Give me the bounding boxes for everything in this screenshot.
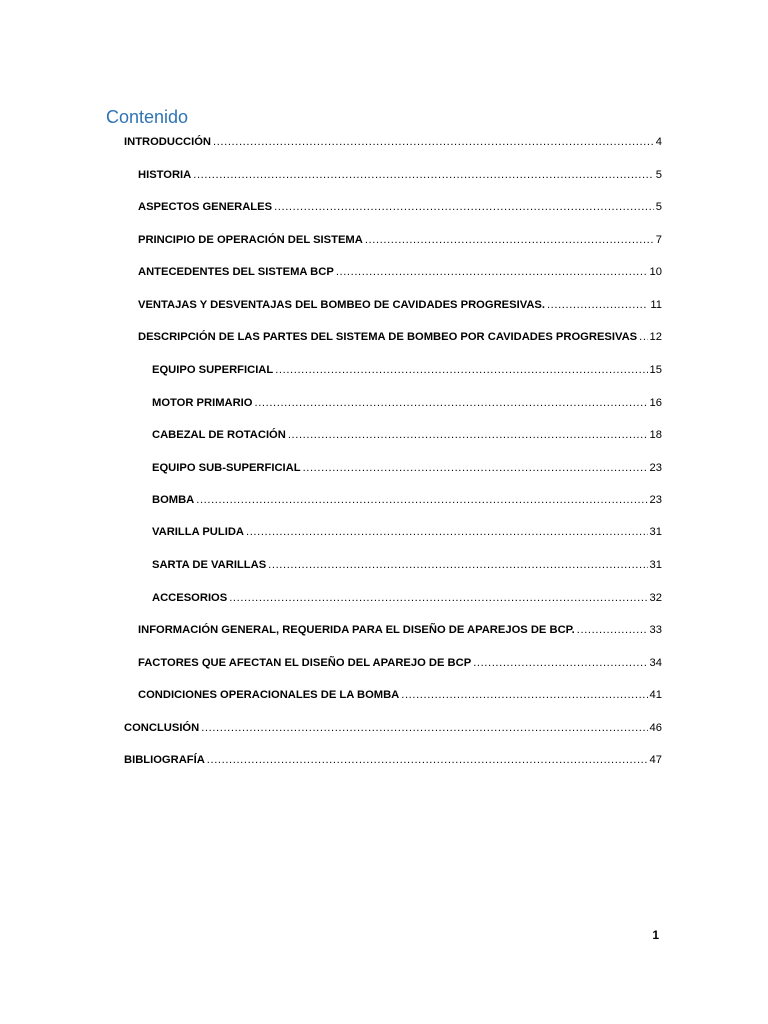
toc-entry-page: 12 <box>649 331 662 343</box>
dot-leader <box>201 720 647 736</box>
toc-entry-page: 34 <box>649 657 662 669</box>
toc-entry-page: 31 <box>649 526 662 538</box>
toc-entry-title: VENTAJAS Y DESVENTAJAS DEL BOMBEO DE CAVIDADES PROGRESIVAS. <box>138 299 545 311</box>
toc-entry-title: DESCRIPCIÓN DE LAS PARTES DEL SISTEMA DE BOMBEO POR CAVIDADES PROGRESIVAS <box>138 331 638 343</box>
toc-entry-page: 7 <box>655 234 662 246</box>
toc-entry-sarta-varillas[interactable] <box>152 557 662 573</box>
toc-entry-title: CABEZAL DE ROTACIÓN <box>152 429 286 441</box>
toc-entry-title: BIBLIOGRAFÍA <box>124 754 205 766</box>
dot-leader <box>336 264 648 280</box>
toc-entry-condiciones[interactable] <box>138 687 662 703</box>
dot-leader <box>303 460 648 476</box>
toc-entry-informacion-general[interactable] <box>138 622 662 638</box>
dot-leader <box>213 134 654 150</box>
toc-entry-title: VARILLA PULIDA <box>152 526 244 538</box>
toc-heading: Contenido <box>106 107 189 127</box>
toc-entry-aspectos-generales[interactable] <box>138 199 662 215</box>
dot-leader <box>288 427 648 443</box>
toc-entry-page: 18 <box>649 429 662 441</box>
toc-entry-page: 31 <box>649 559 662 571</box>
dot-leader <box>196 492 647 508</box>
toc-entry-historia[interactable] <box>138 167 662 183</box>
toc-entry-factores[interactable] <box>138 655 662 671</box>
toc-entry-title: PRINCIPIO DE OPERACIÓN DEL SISTEMA <box>138 234 363 246</box>
toc-entry-bibliografia[interactable] <box>124 752 662 768</box>
toc-entry-title: INFORMACIÓN GENERAL, REQUERIDA PARA EL DISEÑO DE APAREJOS DE BCP. <box>138 624 575 636</box>
toc-entry-title: CONCLUSIÓN <box>124 722 200 734</box>
dot-leader <box>229 590 647 606</box>
toc-entry-title: HISTORIA <box>138 169 192 181</box>
toc-entry-page: 10 <box>649 266 662 278</box>
toc-entry-title: ASPECTOS GENERALES <box>138 201 273 213</box>
toc-entry-title: SARTA DE VARILLAS <box>152 559 267 571</box>
toc-entry-page: 5 <box>655 201 662 213</box>
dot-leader <box>365 232 654 248</box>
toc-entry-page: 41 <box>649 689 662 701</box>
toc-entry-equipo-sub-superficial[interactable] <box>152 460 662 476</box>
toc-entry-principio-operacion[interactable] <box>138 232 662 248</box>
page-number: 1 <box>652 928 659 942</box>
toc-entry-page: 11 <box>650 299 662 311</box>
toc-entry-title: EQUIPO SUB-SUPERFICIAL <box>152 462 301 474</box>
dot-leader <box>275 362 647 378</box>
dot-leader <box>193 167 654 183</box>
toc-entry-page: 33 <box>649 624 662 636</box>
dot-leader <box>401 687 647 703</box>
dot-leader <box>207 752 648 768</box>
toc-entry-accesorios[interactable] <box>152 590 662 606</box>
dot-leader <box>473 655 647 671</box>
toc-entry-page: 23 <box>649 494 662 506</box>
toc-entry-varilla-pulida[interactable] <box>152 524 662 540</box>
toc-entry-page: 46 <box>649 722 662 734</box>
toc-entry-equipo-superficial[interactable] <box>152 362 662 378</box>
dot-leader <box>268 557 647 573</box>
dot-leader <box>274 199 654 215</box>
toc-entry-title: FACTORES QUE AFECTAN EL DISEÑO DEL APAREJO DE BCP <box>138 657 472 669</box>
dot-leader <box>577 622 648 638</box>
toc-entry-cabezal-rotacion[interactable] <box>152 427 662 443</box>
toc-entry-page: 15 <box>649 364 662 376</box>
toc-entry-page: 47 <box>649 754 662 766</box>
toc-entry-page: 5 <box>655 169 662 181</box>
toc-entry-bomba[interactable] <box>152 492 662 508</box>
toc-entry-conclusion[interactable] <box>124 720 662 736</box>
dot-leader <box>254 395 647 411</box>
toc-entry-motor-primario[interactable] <box>152 395 662 411</box>
toc-entry-ventajas[interactable] <box>138 297 662 313</box>
dot-leader <box>246 524 648 540</box>
toc-entry-introduccion[interactable] <box>124 134 662 150</box>
toc-entry-title: CONDICIONES OPERACIONALES DE LA BOMBA <box>138 689 400 701</box>
toc-entry-page: 16 <box>649 397 662 409</box>
toc-entry-page: 4 <box>655 136 662 148</box>
toc-entry-page: 32 <box>649 592 662 604</box>
dot-leader <box>547 297 648 313</box>
toc-entry-title: ANTECEDENTES DEL SISTEMA BCP <box>138 266 334 278</box>
toc-entry-antecedentes[interactable] <box>138 264 662 280</box>
toc-entry-title: EQUIPO SUPERFICIAL <box>152 364 274 376</box>
toc-entry-title: INTRODUCCIÓN <box>124 136 212 148</box>
dot-leader <box>639 329 647 345</box>
toc-entry-title: BOMBA <box>152 494 195 506</box>
toc-entry-title: MOTOR PRIMARIO <box>152 397 253 409</box>
toc-entry-descripcion-partes[interactable] <box>138 329 662 345</box>
toc-entry-page: 23 <box>649 462 662 474</box>
toc-entry-title: ACCESORIOS <box>152 592 228 604</box>
